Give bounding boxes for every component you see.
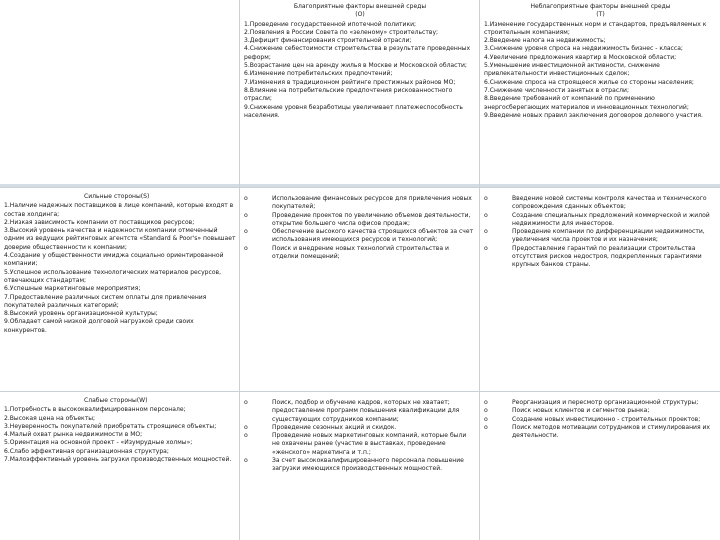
list-item: 2.Низкая зависимость компании от поставщиков ресурсов;	[4, 218, 195, 226]
list-item: 7.Малоэффективный уровень загрузки производственных мощностей.	[4, 456, 232, 464]
bullet-icon: o	[244, 244, 248, 252]
list-item: 3.Неуверенность покупателей приобретать строящиеся объекты;	[4, 422, 217, 430]
strategy-text: Введение новой системы контроля качества и технического сопровождения сданных объектов;	[512, 195, 707, 211]
list-item: 4.Создание у общественности имиджа социально ориентированной компании;	[4, 252, 224, 268]
list-item: 5.Успешное использование технологических материалов ресурсов, отвечающих стандартам;	[4, 268, 222, 284]
list-item: 5.Возрастание цен на аренду жилья в Москве и Московской области;	[244, 62, 467, 70]
list-item: 1.Изменение государственных норм и стандартов, предъявляемых к строительным компаниям;	[484, 20, 707, 36]
strategy-text: Проведение компании по дифференциации недвижимости, увеличения числа проектов и их назначения;	[512, 228, 705, 244]
strategy-text: Поиск методов мотивации сотрудников и стимулирования их деятельности.	[512, 423, 711, 440]
list-item	[244, 457, 475, 474]
list-item	[484, 212, 716, 229]
list-item: 5.Ориентация на основной проект - «Изумрудные холмы»;	[4, 439, 193, 447]
opportunities-title: Благоприятные факторы внешней среды (O)	[293, 3, 427, 19]
threats-title: Неблагоприятные факторы внешней среды (T)	[530, 3, 671, 19]
bullet-icon: o	[484, 423, 488, 431]
list-item	[484, 195, 716, 212]
strengths-list	[4, 202, 236, 335]
strategy-text: Создание новых инвестиционно - строительных проектов;	[512, 415, 701, 423]
opportunities-cell	[240, 0, 480, 188]
list-item: 5.Уменьшение инвестиционной активности, снижение привлекательности инвестиционных сделок;	[484, 62, 660, 78]
list-item: 6.Изменение потребительских предпочтений;	[244, 70, 393, 78]
bullet-icon: o	[484, 407, 488, 415]
bullet-icon: o	[244, 457, 248, 465]
list-item: 8.Введение требований от компаний по применению энергосберегающих материалов и инновационных технологий;	[484, 95, 689, 111]
wo-strategies-cell	[240, 392, 480, 540]
threats-list	[484, 21, 717, 121]
bullet-icon: o	[244, 211, 248, 219]
list-item: 9.Обладает самой низкой долговой нагрузкой среди своих конкурентов.	[4, 318, 194, 334]
wt-strategies-cell	[480, 392, 720, 540]
bullet-icon: o	[484, 211, 488, 219]
corner-cell	[0, 0, 240, 188]
list-item: 7.Изменения в традиционном рейтинге престижных районов МО;	[244, 78, 456, 86]
list-item: 2.Появления в России Совета по «зеленому» строительству;	[244, 28, 439, 36]
list-item: 1.Наличие надежных поставщиков в лице компаний, которые входят в состав холдинга;	[4, 202, 234, 218]
list-item: 6.Успешные маркетинговые мероприятия;	[4, 285, 141, 293]
wt-strategies-list	[484, 399, 716, 440]
bullet-icon: o	[484, 415, 488, 423]
list-item: 4.Малый охват рынка недвижимости в МО;	[4, 431, 143, 439]
list-item: 7.Предоставление различных систем оплаты для привлечения покупателей различных категорий;	[4, 293, 207, 309]
bullet-icon: o	[244, 423, 248, 431]
strategy-text: Использование финансовых ресурсов для привлечения новых покупателей;	[272, 195, 472, 211]
list-item	[244, 228, 475, 245]
strategy-text: Поиск и внедрение новых технологий строительства и отделки помещений;	[272, 244, 449, 261]
bullet-icon: o	[244, 399, 248, 406]
weaknesses-list	[4, 406, 236, 464]
list-item: 9.Введение новых правил заключения договоров долевого участия.	[484, 111, 703, 119]
strengths-title: Сильные стороны(S)	[84, 193, 150, 200]
strategy-text: Реорганизация и пересмотр организационной структуры;	[512, 399, 699, 406]
strategy-text: Поиск, подбор и обучение кадров, которых не хватает; предоставление программ повышения квалификации для существующих сотрудников компании;	[272, 399, 460, 423]
list-item	[484, 407, 716, 415]
list-item: 4.Увеличение предложения квартир в Московской области;	[484, 53, 677, 61]
strategy-text: За счет высококвалифицированного персонала повышение загрузки имеющихся производственных мощностей.	[272, 457, 464, 473]
list-item	[244, 195, 475, 212]
list-item: 6.Слабо эффективная организационная структура;	[4, 447, 169, 455]
st-strategies-list	[484, 195, 716, 270]
strategy-text: Создание специальных предложений коммерческой и жилой недвижимости для инвесторов.	[512, 211, 710, 227]
list-item: 2.Введение налога на недвижимость;	[484, 37, 606, 45]
strengths-cell	[0, 188, 240, 392]
so-strategies-list	[244, 195, 475, 261]
bullet-icon: o	[244, 195, 248, 202]
threats-cell	[480, 0, 720, 188]
wo-strategies-list	[244, 399, 475, 474]
list-item	[244, 399, 475, 424]
list-item	[484, 416, 716, 424]
list-item	[244, 212, 475, 229]
list-item: 9.Снижение уровня безработицы увеличивает платежеспособность населения.	[244, 103, 463, 119]
bullet-icon: o	[484, 195, 488, 202]
strategy-text: Проведение новых маркетинговых компаний, которые были не охвачены ранее (участие в выставках, проведение «женского» маркетинга и т.п.;	[272, 432, 467, 456]
strategy-text: Проведение проектов по увеличению объемов деятельности, открытие большего числа офисов продаж;	[272, 211, 471, 227]
list-item	[484, 399, 716, 407]
list-item: 4.Снижение себестоимости строительства в результате проведенных реформ;	[244, 45, 471, 61]
strategy-text: Поиск новых клиентов и сегментов рынка;	[512, 407, 650, 415]
weaknesses-title: Слабые стороны(W)	[84, 397, 148, 404]
list-item	[244, 245, 475, 262]
list-item	[244, 424, 475, 432]
list-item: 1.Потребность в высококвалифицированном персонале;	[4, 406, 186, 414]
list-item: 3.Высокий уровень качества и надежности компании отмеченный одним из ведущих рейтинговых агентств «Standard & Poor's» повышает доверие общественности к компании;	[4, 227, 236, 251]
strategy-text: Проведение сезонных акций и скидок.	[272, 423, 397, 431]
list-item: 6.Снижение спроса на строящееся жилье со стороны населения;	[484, 78, 694, 86]
list-item: 1.Проведение государственной ипотечной политики;	[244, 20, 417, 28]
list-item: 3.Дефицит финансирования строительной отрасли;	[244, 37, 412, 45]
bullet-icon: o	[244, 432, 248, 440]
weaknesses-cell	[0, 392, 240, 540]
st-strategies-cell	[480, 188, 720, 392]
bullet-icon: o	[244, 228, 248, 236]
list-item	[484, 245, 716, 270]
list-item: 7.Снижение численности занятых в отрасли;	[484, 86, 630, 94]
opportunities-list	[244, 21, 476, 121]
bullet-icon: o	[484, 228, 488, 236]
list-item	[484, 228, 716, 245]
list-item	[244, 432, 475, 457]
strategy-text: Обеспечение высокого качества строящихся объектов за счет использования имеющихся ресурсов и технологий;	[272, 228, 474, 244]
list-item	[484, 424, 716, 441]
list-item: 2.Высокая цена на объекты;	[4, 414, 96, 422]
strategy-text: Предоставление гарантий по реализации строительства отсутствия рисков недостроя, подкрепленных гарантиями крупных банков страны.	[512, 244, 702, 269]
list-item: 8.Высокий уровень организационной культуры;	[4, 310, 158, 318]
so-strategies-cell	[240, 188, 480, 392]
list-item: 3.Снижение уровня спроса на недвижимость бизнес - класса;	[484, 45, 683, 53]
bullet-icon: o	[484, 244, 488, 252]
list-item: 8.Влияние на потребительские предпочтения рискованностного отрасли;	[244, 86, 453, 103]
bullet-icon: o	[484, 399, 488, 406]
